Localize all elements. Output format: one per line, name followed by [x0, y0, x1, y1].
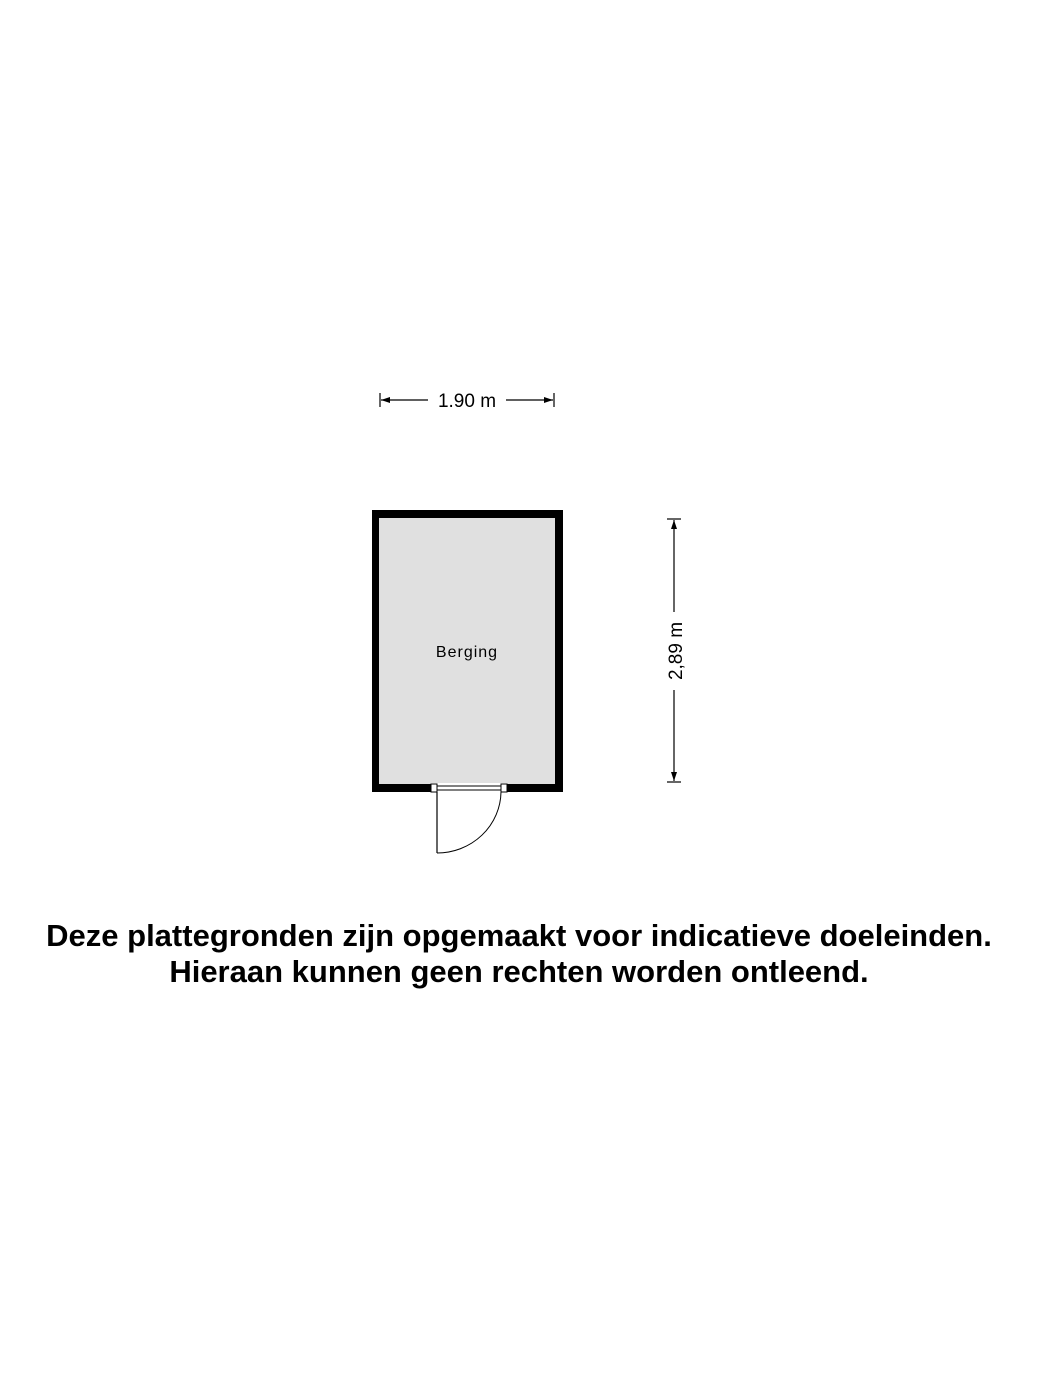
disclaimer-line-1: Deze plattegronden zijn opgemaakt voor indicatieve doeleinden. — [46, 918, 992, 953]
width-dimension — [380, 391, 554, 412]
width-dimension-label: 1.90 m — [437, 391, 497, 412]
door-swing — [437, 792, 501, 853]
depth-dimension — [666, 519, 687, 782]
room-berging — [372, 510, 563, 853]
door-opening — [431, 783, 507, 793]
room-label: Berging — [435, 644, 499, 661]
disclaimer-line-2: Hieraan kunnen geen rechten worden ontleend. — [169, 954, 869, 989]
depth-dimension-label: 2,89 m — [666, 621, 687, 681]
